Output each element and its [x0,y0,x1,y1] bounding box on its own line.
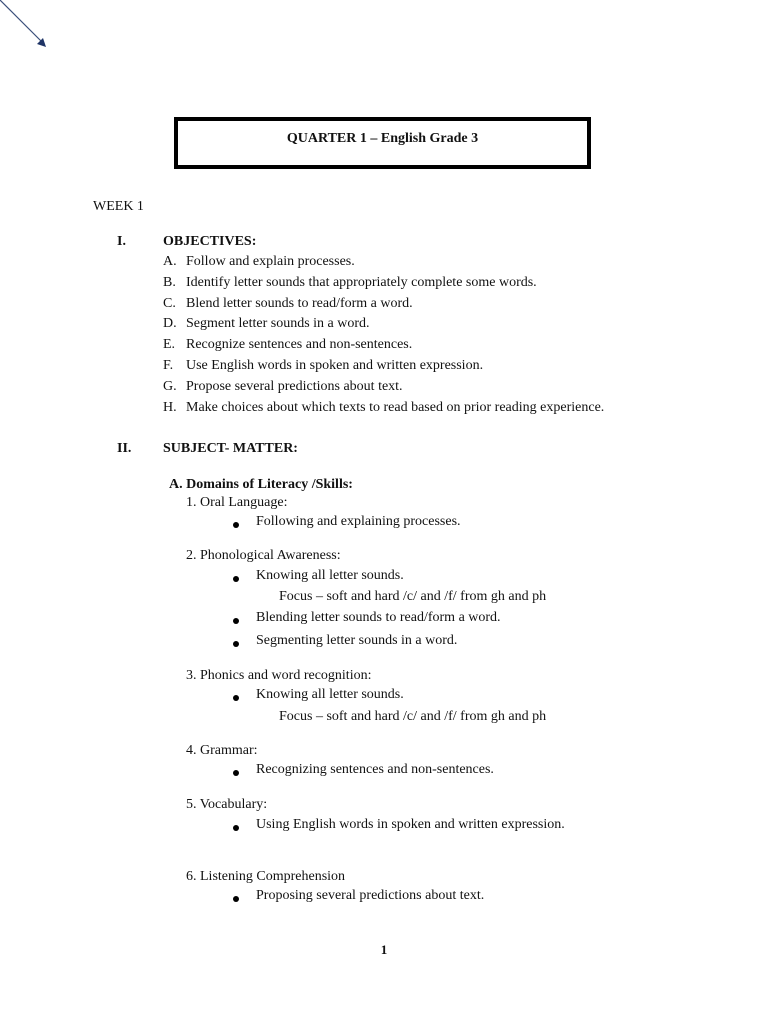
focus-note: Focus – soft and hard /c/ and /f/ from gh and ph [279,589,547,604]
objective-letter: D. [163,316,177,332]
bullet-item: Proposing several predictions about text. [256,888,485,903]
bullet-item: Knowing all letter sounds. [256,568,404,583]
page-title: QUARTER 1 – English Grade 3 [286,131,479,146]
title-box [174,117,591,169]
bullet-item: Segmenting letter sounds in a word. [256,633,458,648]
domain-title: 6. Listening Comprehension [186,869,346,884]
objective-text: Blend letter sounds to read/form a word. [186,295,413,311]
objective-letter: E. [163,337,176,353]
objective-text: Identify letter sounds that appropriately complete some words. [186,274,537,290]
bullet-item: Using English words in spoken and written expression. [256,817,565,832]
objective-item [163,335,604,356]
objective-item [163,273,604,294]
objective-letter: G. [163,378,177,394]
bullet-item: Recognizing sentences and non-sentences. [256,762,494,777]
objective-letter: B. [163,274,176,290]
objective-text: Make choices about which texts to read based on prior reading experience. [186,399,605,415]
domain-title: 5. Vocabulary: [186,797,268,812]
objectives-list [163,252,604,418]
objectives-heading: OBJECTIVES: [163,234,257,249]
domains-heading: A. Domains of Literacy /Skills: [169,477,353,492]
objectives-numeral: I. [117,234,126,249]
domain-title: 3. Phonics and word recognition: [186,668,372,683]
corner-arrow-icon [0,0,60,60]
objective-item [163,356,604,377]
objective-item [163,294,604,315]
objective-text: Segment letter sounds in a word. [186,316,370,332]
page-number: 1 [380,942,388,957]
objective-text: Recognize sentences and non-sentences. [186,337,413,353]
objective-item [163,252,604,273]
objective-item [163,398,604,419]
objective-letter: H. [163,399,177,415]
bullet-item: Following and explaining processes. [256,514,461,529]
subject-matter-heading: SUBJECT- MATTER: [163,441,298,456]
objective-text: Follow and explain processes. [186,254,355,269]
objective-item [163,377,604,398]
bullet-item: Knowing all letter sounds. [256,687,404,702]
domain-title: 2. Phonological Awareness: [186,548,341,563]
objective-text: Propose several predictions about text. [186,378,403,394]
domain-title: 4. Grammar: [186,743,258,758]
objective-letter: A. [163,254,177,269]
week-label: WEEK 1 [93,199,144,214]
bullet-item: Blending letter sounds to read/form a word. [256,610,501,625]
objective-letter: C. [163,295,176,311]
objective-letter: F. [163,357,174,373]
objective-text: Use English words in spoken and written expression. [186,357,484,373]
objective-item [163,314,604,335]
domain-title: 1. Oral Language: [186,495,288,510]
focus-note: Focus – soft and hard /c/ and /f/ from gh and ph [279,709,547,724]
subject-matter-numeral: II. [117,441,132,456]
